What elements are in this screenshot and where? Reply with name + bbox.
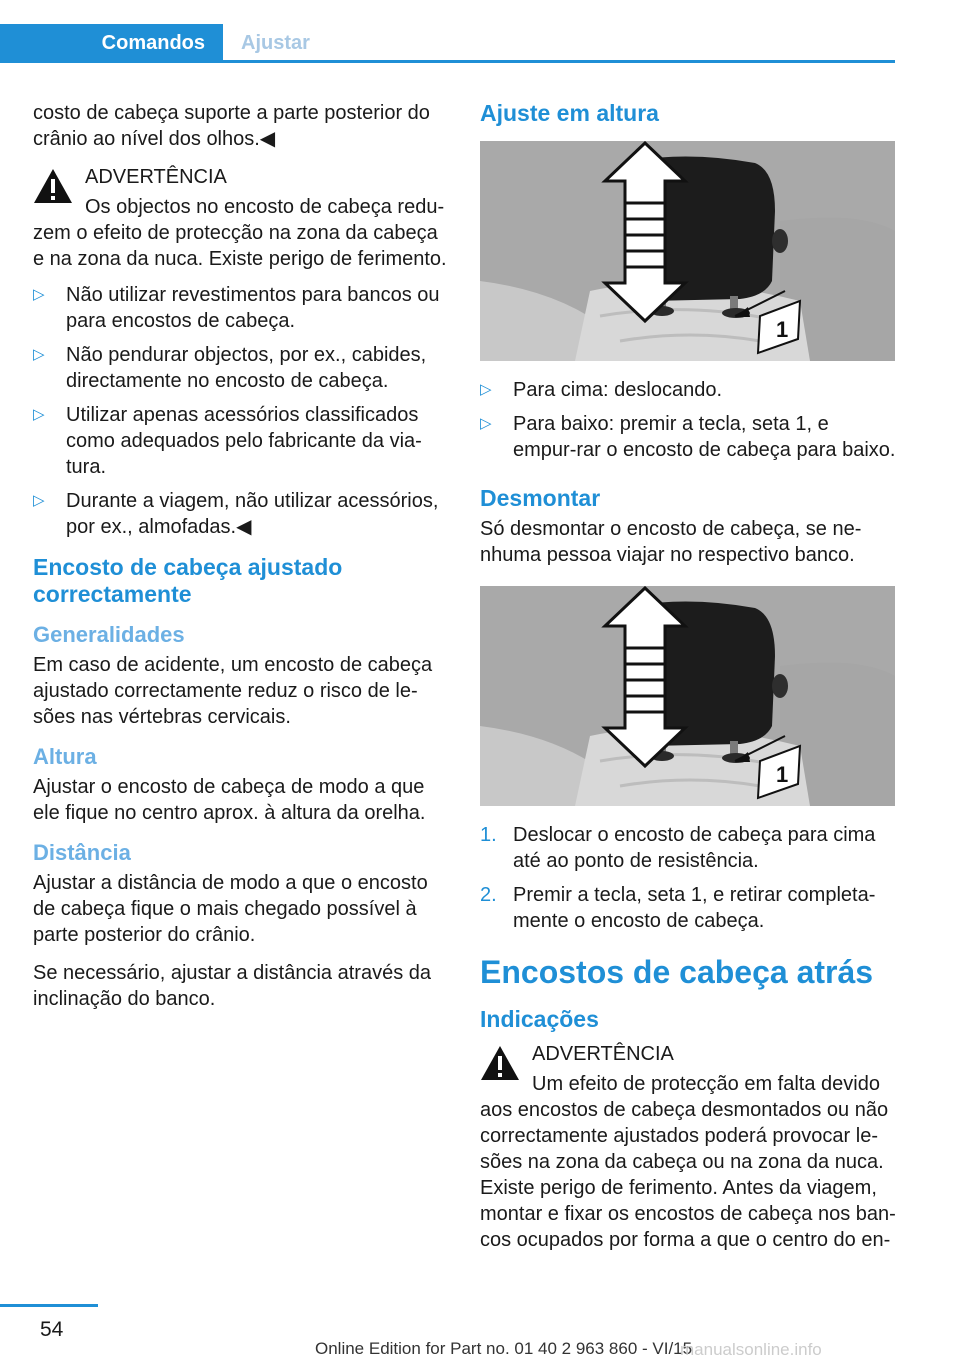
- section-heading-remove: Desmontar: [480, 485, 601, 511]
- distance-paragraph-1: Ajustar a distância de modo a que o encosto de cabeça fique o mais chegado possível à parte posterior do crânio.: [33, 872, 428, 946]
- tab-comandos[interactable]: Comandos: [0, 24, 223, 62]
- height-paragraph: Ajustar o encosto de cabeça de modo a que ele fique no centro aprox. à altura da orelha.: [33, 776, 426, 824]
- triangle-bullet-icon: ▷: [480, 415, 492, 432]
- left-column: [33, 100, 449, 1024]
- warning-title: ADVERTÊNCIA: [85, 166, 227, 188]
- triangle-bullet-icon: ▷: [33, 286, 45, 303]
- warning-first-line: Um efeito de protecção em falta devido: [532, 1073, 880, 1095]
- warning-text: zem o efeito de protecção na zona da cabeça e na zona da nuca. Existe perigo de ferimento.: [33, 222, 447, 270]
- list-item: ▷ Não pendurar objectos, por ex., cabides, directamente no encosto de cabeça.: [33, 344, 427, 392]
- remove-steps-list: [480, 822, 896, 934]
- page-number: 54: [40, 1318, 64, 1341]
- list-item: 1. Deslocar o encosto de cabeça para cima até ao ponto de resistência.: [480, 824, 876, 872]
- warning-bullet-list: [33, 282, 449, 540]
- list-item: ▷ Para cima: deslocando.: [480, 379, 723, 401]
- header-rule: [0, 60, 895, 63]
- section-heading-rear: Encostos de cabeça atrás: [480, 954, 874, 990]
- section-heading-height-adjust: Ajuste em altura: [480, 100, 659, 126]
- headrest-height-figure: [480, 141, 895, 361]
- warning-text: aos encostos de cabeça desmontados ou não correctamente ajustados poderá provocar le‐sões na zona da cabeça ou na zona da nuca. Existe perigo de ferimento. Antes da viagem, montar e fixar os encostos de cabeça nos ban‐cos ocupados por forma a que o centro do en‐: [480, 1099, 896, 1251]
- height-bullet-list: [480, 377, 896, 463]
- warning-icon: [480, 1045, 520, 1081]
- warning-first-line: Os objectos no encosto de cabeça redu‐: [85, 196, 445, 218]
- warning-title: ADVERTÊNCIA: [532, 1043, 674, 1065]
- figure-label: 1: [776, 762, 789, 787]
- triangle-bullet-icon: ▷: [33, 346, 45, 363]
- figure-label: 1: [776, 317, 789, 342]
- subheading-height: Altura: [33, 744, 97, 769]
- top-bar: [0, 0, 960, 62]
- general-paragraph: Em caso de acidente, um encosto de cabeça ajustado correctamente reduz o risco de le‐sões nas vértebras cervicais.: [33, 654, 433, 728]
- subheading-indications: Indicações: [480, 1006, 599, 1032]
- triangle-bullet-icon: ▷: [480, 381, 492, 398]
- headrest-remove-figure: [480, 586, 895, 806]
- footer-rule: [0, 1304, 98, 1307]
- intro-paragraph: costo de cabeça suporte a parte posterior do crânio ao nível dos olhos.◀: [33, 102, 430, 150]
- edition-text: Online Edition for Part no. 01 40 2 963 860 - VI/15: [315, 1339, 693, 1358]
- distance-paragraph-2: Se necessário, ajustar a distância através da inclinação do banco.: [33, 962, 431, 1010]
- watermark: manualsonline.info: [680, 1340, 822, 1359]
- triangle-bullet-icon: ▷: [33, 492, 45, 509]
- subheading-general: Generalidades: [33, 622, 185, 647]
- warning-icon: [33, 168, 73, 204]
- warning-block: [480, 1041, 896, 1253]
- list-item: ▷ Para baixo: premir a tecla, seta 1, e empur‐rar o encosto de cabeça para baixo.: [480, 413, 896, 461]
- remove-paragraph: Só desmontar o encosto de cabeça, se ne‐nhuma pessoa viajar no respectivo banco.: [480, 518, 862, 566]
- list-item: ▷ Não utilizar revestimentos para bancos ou para encostos de cabeça.: [33, 284, 440, 332]
- triangle-bullet-icon: ▷: [33, 406, 45, 423]
- list-item: 2. Premir a tecla, seta 1, e retirar completa‐mente o encosto de cabeça.: [480, 884, 876, 932]
- list-item: ▷ Utilizar apenas acessórios classificados como adequados pelo fabricante da via‐tura.: [33, 404, 422, 478]
- list-item: ▷ Durante a viagem, não utilizar acessórios, por ex., almofadas.◀: [33, 490, 439, 538]
- subheading-distance: Distância: [33, 840, 131, 865]
- right-column: [480, 100, 896, 1263]
- tab-ajustar[interactable]: Ajustar: [241, 31, 310, 54]
- warning-block: [33, 164, 449, 272]
- section-heading-correct: Encosto de cabeça ajustado correctamente: [33, 554, 343, 607]
